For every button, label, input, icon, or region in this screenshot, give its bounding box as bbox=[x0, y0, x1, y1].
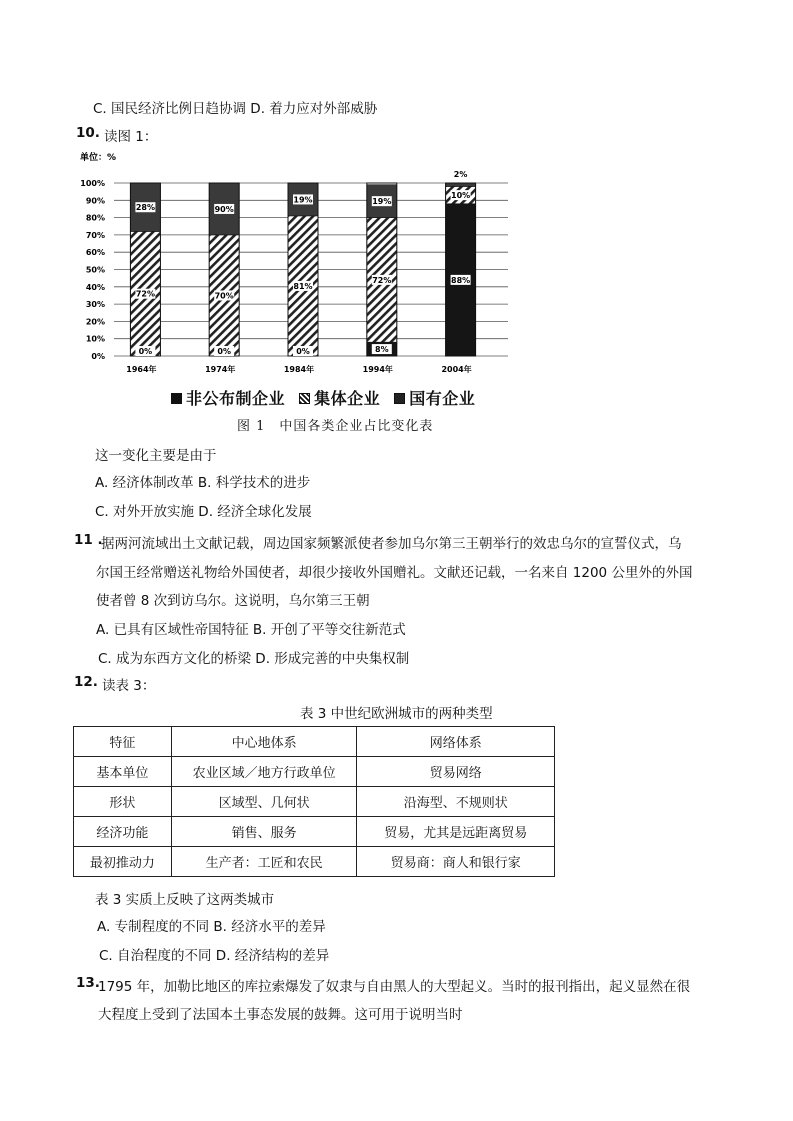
table-header-cell: 网络体系 bbox=[357, 727, 555, 757]
legend-swatch-hatched-icon bbox=[299, 393, 310, 404]
q11-line1: 据两河流域出土文献记载，周边国家频繁派使者参加乌尔第三王朝举行的效忠乌尔的宣誓仪式，乌 bbox=[101, 536, 682, 552]
q12-number: 12. bbox=[74, 674, 98, 690]
q9-options-cd: C. 国民经济比例日趋协调 D. 着力应对外部威胁 bbox=[93, 101, 378, 117]
q12-options-cd: C. 自治程度的不同 D. 经济结构的差异 bbox=[99, 948, 330, 964]
table-header-cell: 中心地体系 bbox=[171, 727, 357, 757]
data-label: 2% bbox=[453, 170, 468, 179]
legend-item-0 bbox=[171, 389, 291, 408]
legend-label-1: 集体企业 bbox=[314, 389, 381, 408]
table-cell: 贸易网络 bbox=[357, 757, 555, 787]
table-cell: 贸易，尤其是远距离贸易 bbox=[357, 817, 555, 847]
data-label: 8% bbox=[375, 345, 389, 355]
y-tick-label: 80% bbox=[85, 213, 105, 223]
table-cell: 经济功能 bbox=[74, 817, 172, 847]
q10-options-ab: A. 经济体制改革 B. 科学技术的进步 bbox=[95, 475, 311, 491]
table-cell: 最初推动力 bbox=[74, 847, 172, 877]
city-types-table bbox=[73, 726, 555, 877]
legend-label-0: 非公布制企业 bbox=[186, 389, 286, 408]
q11-number: 11 . bbox=[74, 532, 103, 548]
bar-segment bbox=[446, 183, 476, 186]
table-cell: 沿海型、不规则状 bbox=[357, 787, 555, 817]
q12-stem: 读表 3： bbox=[102, 678, 156, 694]
q13-number: 13. bbox=[76, 975, 100, 991]
y-tick-label: 0% bbox=[91, 352, 105, 361]
enterprise-share-chart bbox=[74, 148, 524, 378]
q11-options-ab: A. 已具有区域性帝国特征 B. 开创了平等交往新范式 bbox=[96, 622, 406, 638]
y-axis-ticks bbox=[80, 179, 105, 361]
q13-line1: 1795 年，加勒比地区的库拉索爆发了奴隶与自由黑人的大型起义。当时的报刊指出，起义显然在很 bbox=[98, 979, 691, 995]
chart-legend bbox=[171, 386, 475, 409]
table-header-row bbox=[74, 727, 555, 757]
legend-swatch-boxed-icon bbox=[394, 393, 405, 404]
q13-line2: 大程度上受到了法国本土事态发展的鼓舞。这可用于说明当时 bbox=[98, 1007, 463, 1023]
x-axis-labels bbox=[126, 364, 471, 374]
table-row bbox=[74, 757, 555, 787]
table-cell: 农业区域／地方行政单位 bbox=[171, 757, 357, 787]
data-label: 19% bbox=[372, 197, 392, 207]
q10-number: 10. bbox=[76, 125, 100, 141]
unit-label: 单位：% bbox=[80, 153, 117, 163]
table-row bbox=[74, 847, 555, 877]
table-row bbox=[74, 787, 555, 817]
data-label: 90% bbox=[214, 204, 234, 214]
y-tick-label: 70% bbox=[85, 230, 105, 240]
data-label: 72% bbox=[372, 275, 392, 285]
y-tick-label: 60% bbox=[85, 248, 105, 258]
q11-options-cd: C. 成为东西方文化的桥梁 D. 形成完善的中央集权制 bbox=[98, 651, 410, 667]
x-tick-label: 2004年 bbox=[441, 365, 472, 374]
table-title: 表 3 中世纪欧洲城市的两种类型 bbox=[300, 706, 493, 722]
data-label: 70% bbox=[214, 291, 234, 301]
q10-options-cd: C. 对外开放实施 D. 经济全球化发展 bbox=[95, 504, 312, 520]
legend-swatch-solid-icon bbox=[171, 393, 182, 404]
y-tick-label: 90% bbox=[85, 196, 105, 206]
q10-stem: 读图 1： bbox=[104, 129, 158, 145]
data-label: 28% bbox=[135, 203, 155, 213]
data-label: 0% bbox=[296, 347, 310, 356]
x-tick-label: 1984年 bbox=[283, 365, 315, 374]
y-tick-label: 30% bbox=[85, 300, 105, 310]
x-tick-label: 1974年 bbox=[205, 365, 236, 374]
q11-line3: 使者曾 8 次到访乌尔。这说明，乌尔第三王朝 bbox=[96, 593, 370, 609]
data-label: 0% bbox=[138, 347, 153, 356]
legend-item-2 bbox=[394, 389, 475, 408]
table-cell: 销售、服务 bbox=[171, 817, 357, 847]
table-cell: 形状 bbox=[74, 787, 172, 817]
y-tick-label: 100% bbox=[80, 179, 105, 188]
table-header-cell: 特征 bbox=[74, 727, 172, 757]
data-label: 19% bbox=[293, 195, 313, 205]
table-cell: 贸易商：商人和银行家 bbox=[357, 847, 555, 877]
data-label: 72% bbox=[135, 289, 155, 299]
y-tick-label: 10% bbox=[85, 334, 105, 344]
data-label: 88% bbox=[451, 275, 471, 285]
data-label: 81% bbox=[293, 281, 313, 291]
q11-line2: 尔国王经常赠送礼物给外国使者，却很少接收外国赠礼。文献还记载，一名来自 1200 公里外的外国 bbox=[96, 565, 693, 581]
table-cell: 生产者：工匠和农民 bbox=[171, 847, 357, 877]
y-tick-label: 20% bbox=[85, 317, 105, 327]
table-row bbox=[74, 817, 555, 847]
x-tick-label: 1964年 bbox=[126, 365, 157, 374]
y-tick-label: 50% bbox=[85, 265, 105, 275]
figure-caption: 图 1 中国各类企业占比变化表 bbox=[237, 419, 434, 434]
chart-bars bbox=[130, 170, 475, 356]
legend-label-2: 国有企业 bbox=[409, 389, 476, 408]
y-tick-label: 40% bbox=[85, 282, 105, 292]
table-cell: 基本单位 bbox=[74, 757, 172, 787]
q12-options-ab: A. 专制程度的不同 B. 经济水平的差异 bbox=[97, 919, 326, 935]
legend-item-1 bbox=[299, 389, 386, 408]
q12-question: 表 3 实质上反映了这两类城市 bbox=[95, 892, 275, 908]
data-label: 0% bbox=[217, 347, 231, 356]
x-tick-label: 1994年 bbox=[362, 365, 393, 374]
table-cell: 区域型、几何状 bbox=[171, 787, 357, 817]
q10-question: 这一变化主要是由于 bbox=[95, 448, 217, 464]
data-label: 10% bbox=[451, 191, 471, 201]
